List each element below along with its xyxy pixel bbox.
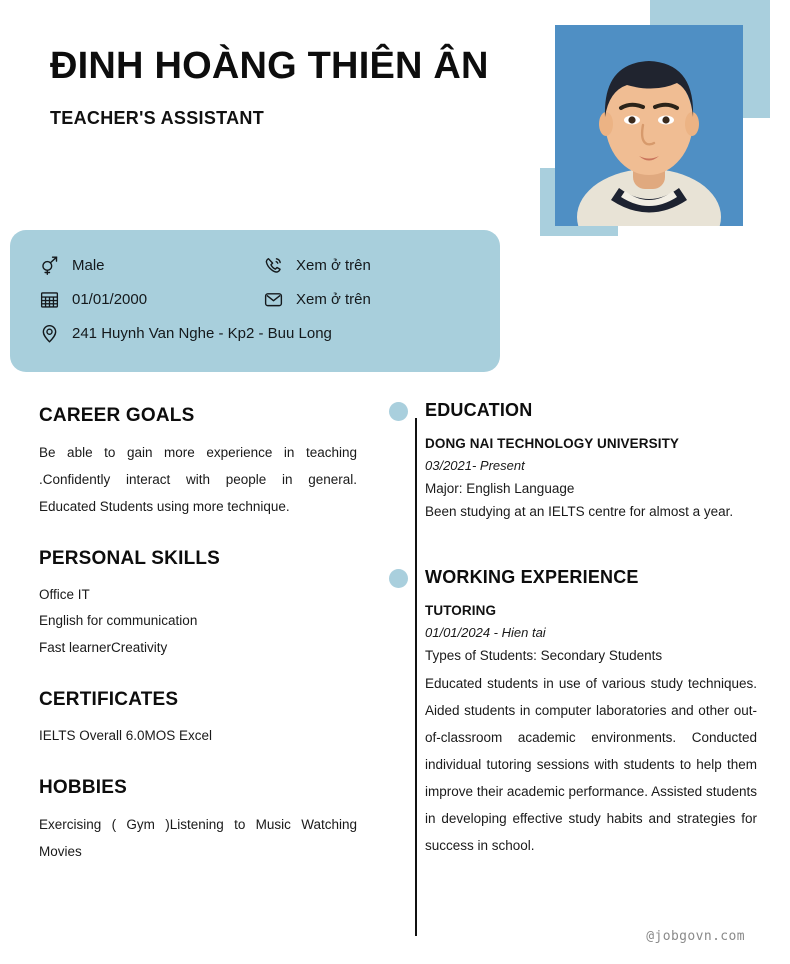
left-column xyxy=(39,405,357,865)
profile-photo xyxy=(555,25,743,226)
gender-icon xyxy=(38,254,60,276)
list-item: English for communication xyxy=(39,613,198,629)
education-note: Been studying at an IELTS centre for almost a year. xyxy=(425,504,734,520)
contact-birthday-value: 01/01/2000 xyxy=(72,290,148,308)
contact-birthday xyxy=(38,288,262,310)
section-hobbies xyxy=(39,777,357,865)
education-title: EDUCATION xyxy=(425,400,533,420)
personal-skills-title: PERSONAL SKILLS xyxy=(39,548,221,569)
working-experience-students: Types of Students: Secondary Students xyxy=(425,648,663,664)
phone-icon xyxy=(262,254,284,276)
contact-row xyxy=(38,282,472,316)
contact-phone[interactable] xyxy=(262,254,371,276)
working-experience-position: TUTORING xyxy=(425,603,497,619)
contact-phone-value: Xem ở trên xyxy=(296,256,371,274)
contact-email[interactable] xyxy=(262,288,371,310)
working-experience-title: WORKING EXPERIENCE xyxy=(425,567,639,588)
list-item: Office IT xyxy=(39,587,90,602)
contact-address xyxy=(38,322,332,344)
section-personal-skills xyxy=(39,548,357,661)
contact-row xyxy=(38,316,472,350)
contact-row xyxy=(38,248,472,282)
career-goals-title: CAREER GOALS xyxy=(39,405,195,426)
job-title: TEACHER'S ASSISTANT xyxy=(50,107,264,128)
right-column xyxy=(407,400,757,872)
contact-card xyxy=(10,230,500,372)
career-goals-text: Be able to gain more experience in teaching .Confidently interact with people in general. Educated Students using more technique. xyxy=(39,445,357,514)
contact-gender-value: Male xyxy=(72,256,105,274)
hobbies-title: HOBBIES xyxy=(39,777,127,799)
education-date: 03/2021- Present xyxy=(425,457,525,473)
timeline-dot-working-experience xyxy=(389,569,408,588)
contact-address-value: 241 Huynh Van Nghe - Kp2 - Buu Long xyxy=(72,324,332,342)
working-experience-date: 01/01/2024 - Hien tai xyxy=(425,625,546,641)
calendar-icon xyxy=(38,288,60,310)
education-major: Major: English Language xyxy=(425,481,575,497)
hobbies-text: Exercising ( Gym )Listening to Music Watching Movies xyxy=(39,817,357,860)
contact-email-value: Xem ở trên xyxy=(296,290,371,308)
section-career-goals xyxy=(39,405,357,520)
education-organization: DONG NAI TECHNOLOGY UNIVERSITY xyxy=(425,436,680,451)
header xyxy=(50,40,510,129)
section-working-experience xyxy=(407,567,757,858)
working-experience-description: Educated students in use of various study techniques. Aided students in computer laboratories and other out-of-classroom academic environments. Conducted individual tutoring sessions with students to help them improve their academic performance. Assisted students in developing effective study habits and strategies for success in school. xyxy=(425,675,757,853)
section-certificates xyxy=(39,689,357,749)
candidate-name: ĐINH HOÀNG THIÊN ÂN xyxy=(50,45,489,87)
envelope-icon xyxy=(262,288,284,310)
timeline-dot-education xyxy=(389,402,408,421)
section-education xyxy=(407,400,757,523)
watermark: @jobgovn.com xyxy=(646,929,745,944)
location-pin-icon xyxy=(38,322,60,344)
list-item: IELTS Overall 6.0MOS Excel xyxy=(39,727,213,743)
contact-gender xyxy=(38,254,262,276)
list-item: Fast learnerCreativity xyxy=(39,639,168,655)
certificates-title: CERTIFICATES xyxy=(39,688,179,710)
